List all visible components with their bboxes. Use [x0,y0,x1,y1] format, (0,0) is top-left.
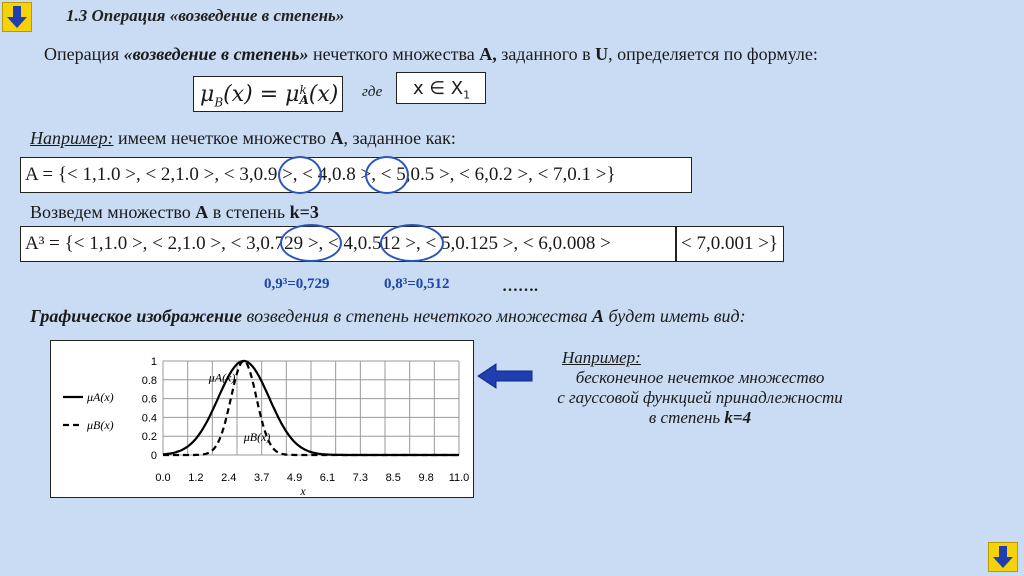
x-tick-label: 1.2 [188,472,204,484]
y-tick-label: 0.4 [141,412,157,425]
x-tick-label: 3.7 [254,472,270,484]
gaussian-note: Например: бесконечное нечеткое множество с гауссовой функцией принадлежности в степень k=4 [557,348,843,427]
set-a-formula: A = {< 1,1.0 >, < 2,1.0 >, < 3,0.9 >, < 4,0.8 >, < 5,0.5 >, < 6,0.2 >, < 7,0.1 >} [20,157,692,193]
highlight-circle [278,156,322,194]
x-tick-label: 6.1 [319,472,336,484]
set-a3-formula: A³ = {< 1,1.0 >, < 2,1.0 >, < 3,0.729 >, < 4,0.512 >, < 5,0.125 >, < 6,0.008 > [20,226,676,262]
ellipsis: ……. [502,278,538,295]
set-a3-tail: < 7,0.001 >} [676,226,784,262]
arrow-down-icon [3,3,31,31]
y-tick-label: 0 [150,450,157,462]
where-box: x ∈ $X_1$ [396,72,486,104]
x-tick-label: 7.3 [352,472,368,484]
chart-panel [50,340,474,498]
calc-2: 0,8³=0,512 [384,276,450,292]
y-tick-label: 0.2 [141,431,157,444]
x-tick-label: 8.5 [385,472,401,484]
where-label: где [362,84,383,100]
nav-next-button[interactable] [988,542,1018,572]
highlight-circle [380,224,444,262]
membership-chart [51,341,473,497]
y-tick-label: 0.6 [141,393,157,406]
example-text: Например: имеем нечеткое множество A, заданное как: [30,128,456,148]
nav-down-button[interactable] [2,2,32,32]
intro-text: Операция «возведение в степень» нечеткого множества A, заданного в U, определяется по формуле: [44,44,818,64]
annotation-label: μA(x) [208,370,236,385]
highlight-circle [280,224,342,262]
x-axis-label: x [300,484,306,497]
x-tick-label: 2.4 [221,472,237,484]
legend-label: μB(x) [87,418,114,432]
annotation-label: μB(x) [243,429,271,444]
y-tick-label: 0.8 [141,374,157,387]
formula-box: $\mu_B(x) = \mu$ k A (x) [193,76,343,112]
y-tick-label: 1 [150,356,157,368]
x-tick-label: 9.8 [418,472,434,484]
arrow-down-icon [989,543,1017,571]
legend-label: μA(x) [87,390,114,404]
arrow-left-icon [476,362,534,390]
power-text: Возведем множество A в степень k=3 [30,202,319,222]
calc-1: 0,9³=0,729 [264,276,330,292]
x-tick-label: 4.9 [286,472,303,484]
highlight-circle [365,156,409,194]
page-title: 1.3 Операция «возведение в степень» [66,6,345,25]
x-tick-label: 11.0 [448,472,470,484]
x-tick-label: 0.0 [155,472,171,484]
graphic-caption: Графическое изображение возведения в степень нечеткого множества A будет иметь вид: [30,306,746,326]
